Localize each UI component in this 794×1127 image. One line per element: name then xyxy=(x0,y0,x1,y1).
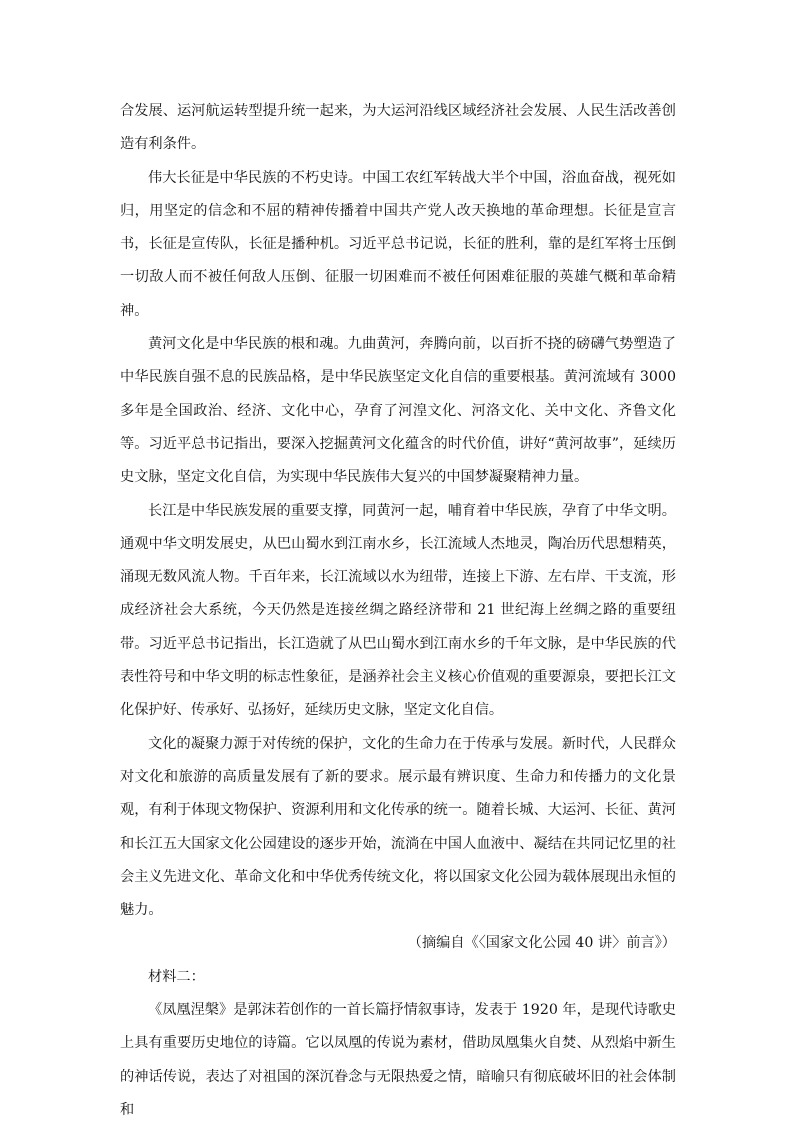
paragraph-canal-continuation: 合发展、运河航运转型提升统一起来，为大运河沿线区域经济社会发展、人民生活改善创造有利条件。 xyxy=(120,103,676,153)
paragraph-long-march: 伟大长征是中华民族的不朽史诗。中国工农红军转战大半个中国，浴血奋战，视死如归，用坚定的信念和不屈的精神传播着中国共产党人改天换地的革命理想。长征是宣言书，长征是宣传队，长征是播种机。习近平总书记说，长征的胜利，靠的是红军将士压倒一切敌人而不被任何敌人压倒、征服一切困难而不被任何困难征服的英雄气概和革命精神。 xyxy=(120,169,676,319)
source-citation: （摘编自《〈国家文化公园 40 讲〉前言》） xyxy=(407,935,676,952)
paragraph-yellow-river: 黄河文化是中华民族的根和魂。九曲黄河，奔腾向前，以百折不挠的磅礴气势塑造了中华民族自强不息的民族品格，是中华民族坚定文化自信的重要根基。黄河流域有 3000 多年是全国政治、经济、文化中心，孕育了河湟文化、河洛文化、关中文化、齐鲁文化等。习近平总书记指出，要深入挖掘黄河文化蕴含的时代价值，讲好“黄河故事”，延续历史文脉，坚定文化自信，为实现中华民族伟大复兴的中国梦凝聚精神力量。 xyxy=(120,336,676,486)
document-body xyxy=(120,95,676,1127)
paragraph-yangtze-river: 长江是中华民族发展的重要支撑，同黄河一起，哺育着中华民族，孕育了中华文明。通观中华文明发展史，从巴山蜀水到江南水乡，长江流域人杰地灵，陶冶历代思想精英，涌现无数风流人物。千百年来，长江流域以水为纽带，连接上下游、左右岸、干支流，形成经济社会大系统，今天仍然是连接丝绸之路经济带和 21 世纪海上丝绸之路的重要纽带。习近平总书记指出，长江造就了从巴山蜀水到江南水乡的千年文脉，是中华民族的代表性符号和中华文明的标志性象征，是涵养社会主义核心价值观的重要源泉，要把长江文化保护好、传承好、弘扬好，延续历史文脉，坚定文化自信。 xyxy=(120,502,676,719)
paragraph-phoenix-nirvana: 《凤凰涅槃》是郭沫若创作的一首长篇抒情叙事诗，发表于 1920 年，是现代诗歌史上具有重要历史地位的诗篇。它以凤凰的传说为素材，借助凤凰集火自焚、从烈焰中新生的神话传说，表达了对祖国的深沉眷念与无限热爱之情，暗喻只有彻底破坏旧的社会体制和 xyxy=(120,1002,676,1118)
paragraph-cultural-cohesion: 文化的凝聚力源于对传统的保护，文化的生命力在于传承与发展。新时代，人民群众对文化和旅游的高质量发展有了新的要求。展示最有辨识度、生命力和传播力的文化景观，有利于体现文物保护、资源利用和文化传承的统一。随着长城、大运河、长征、黄河和长江五大国家文化公园建设的逐步开始，流淌在中国人血液中、凝结在共同记忆里的社会主义先进文化、革命文化和中华优秀传统文化，将以国家文化公园为载体展现出永恒的魅力。 xyxy=(120,735,676,919)
material-two-heading: 材料二： xyxy=(148,968,205,985)
